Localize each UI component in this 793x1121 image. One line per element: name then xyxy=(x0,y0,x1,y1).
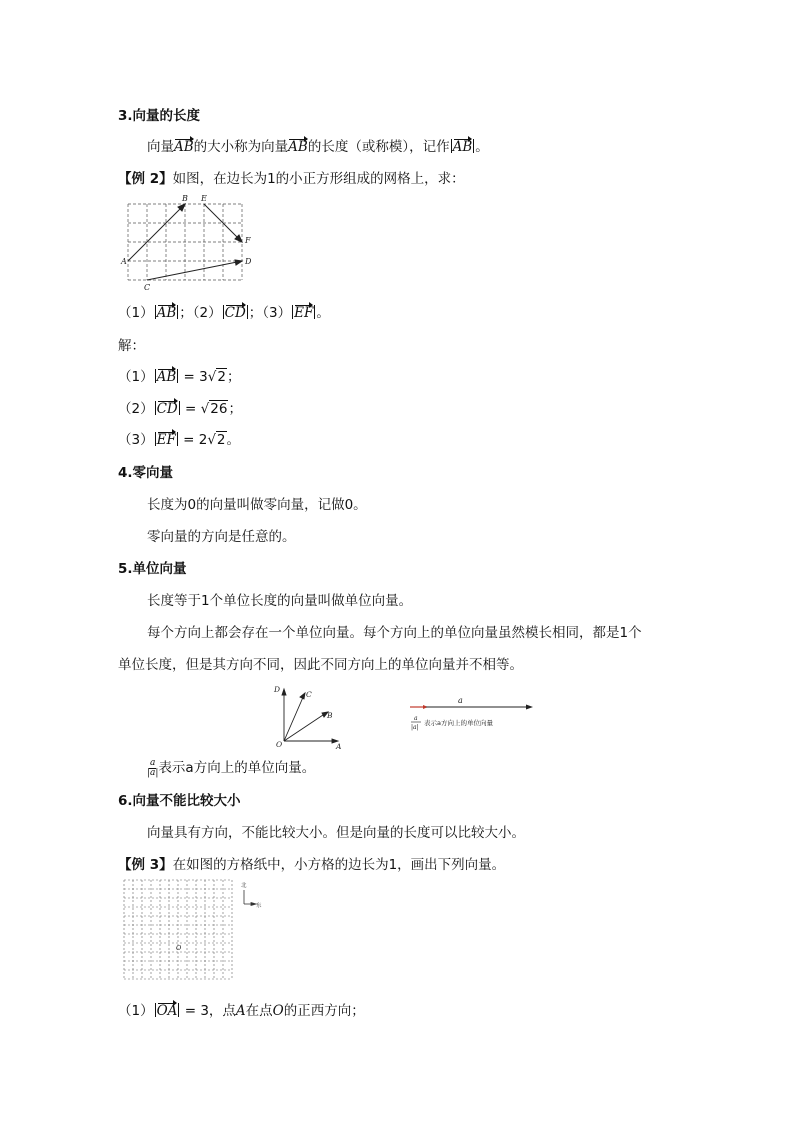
east-label: 东 xyxy=(256,903,262,909)
section-6-p1: 向量具有方向，不能比较大小。但是向量的长度可以比较大小。 xyxy=(147,825,525,841)
a3-eq: = 2 xyxy=(178,432,208,448)
a3-vector: EF xyxy=(156,432,176,448)
vector-ab: AB xyxy=(156,305,177,321)
section-4-p1: 长度为0的向量叫做零向量，记做0。 xyxy=(147,497,367,513)
answer-2: （2） CD = √26； xyxy=(118,401,242,417)
section-3-heading: 3.向量的长度 xyxy=(118,108,201,124)
q-end: 。 xyxy=(316,305,330,321)
ex3-q1-mid2: 在点 xyxy=(245,1003,273,1019)
a2-end: ； xyxy=(228,401,242,417)
a3-pre: （3） xyxy=(118,432,154,448)
a3-radicand: 2 xyxy=(216,432,226,448)
label-b: B xyxy=(182,194,188,203)
fig-label-o: O xyxy=(276,740,283,749)
label-d: D xyxy=(245,257,252,266)
unit-vector-note xyxy=(147,758,315,778)
vector-cd: CD xyxy=(224,305,246,321)
def-text-3: 的长度（或称模），记作 xyxy=(307,139,450,155)
section-5-heading: 5.单位向量 xyxy=(118,561,187,577)
fig-label-a: A xyxy=(336,742,342,751)
example-2-questions xyxy=(118,304,330,322)
ex3-q1-pre: （1） xyxy=(118,1003,154,1019)
example-3-tag: 【例 3】 xyxy=(118,857,173,873)
vector-ab-1: AB xyxy=(174,139,194,155)
a1-vector: AB xyxy=(156,369,177,385)
a3-end: 。 xyxy=(226,432,241,448)
fig-frac-num: a xyxy=(414,715,418,722)
vector-ab-line xyxy=(128,204,185,261)
section-5-p3: 单位长度，但是其方向不同，因此不同方向上的单位向量并不相等。 xyxy=(118,657,523,673)
example-3-grid-figure xyxy=(120,876,270,988)
section-5-p1: 长度等于1个单位长度的向量叫做单位向量。 xyxy=(147,593,413,609)
q2-label: ；（2） xyxy=(179,305,222,321)
answer-1: （1） AB = 3√2； xyxy=(118,369,241,385)
section-4-heading: 4.零向量 xyxy=(118,465,174,481)
section-4-p2: 零向量的方向是任意的。 xyxy=(147,529,296,545)
vector-ab-2: AB xyxy=(288,139,308,155)
origin-label: O xyxy=(176,944,182,952)
def-text-4: 。 xyxy=(475,139,489,155)
vector-cd-line xyxy=(147,261,242,280)
point-a: A xyxy=(235,1003,246,1019)
a2-pre: （2） xyxy=(118,401,154,417)
q1-label: （1） xyxy=(118,305,154,321)
section-5-p2: 每个方向上都会存在一个单位向量。每个方向上的单位向量虽然模长相同，都是1个 xyxy=(147,625,642,641)
label-e: E xyxy=(201,194,207,203)
label-f: F xyxy=(245,236,251,245)
north-label: 北 xyxy=(241,883,247,889)
a1-end: ； xyxy=(226,369,241,385)
point-o: O xyxy=(272,1003,284,1019)
a2-radicand: 26 xyxy=(210,401,228,417)
section-6-heading: 6.向量不能比较大小 xyxy=(118,793,241,809)
fig-caption: 表示a方向上的单位向量 xyxy=(424,719,493,727)
fig-label-c: C xyxy=(306,690,312,699)
section-3-definition xyxy=(147,138,489,156)
answer-3: （3） EF = 2√2。 xyxy=(118,432,241,448)
label-a: A xyxy=(121,257,127,266)
ex3-q1-mid: = 3，点 xyxy=(180,1003,236,1019)
fig-frac-den: |a| xyxy=(411,724,419,731)
vector-ab-3: AB xyxy=(452,139,473,155)
unit-vector-a-figure xyxy=(408,693,538,733)
q3-label: ；（3） xyxy=(248,305,292,321)
a2-vector: CD xyxy=(156,401,178,417)
frac-den: |a| xyxy=(147,767,159,778)
example-3-text: 在如图的方格纸中，小方格的边长为1，画出下列向量。 xyxy=(172,857,506,873)
ex3-q1-end: 的正西方向； xyxy=(283,1003,365,1019)
fig-label-b: B xyxy=(327,711,333,720)
label-c: C xyxy=(144,283,151,292)
unit-vector-note-text: 表示a方向上的单位向量。 xyxy=(158,760,316,776)
vector-oa: OA xyxy=(156,1003,178,1019)
example-3-prompt xyxy=(118,856,505,874)
unit-vectors-figure xyxy=(270,683,350,751)
a1-eq: = 3 xyxy=(179,369,208,385)
a1-radicand: 2 xyxy=(217,369,226,385)
def-text-1: 向量 xyxy=(147,139,174,155)
example-2-grid-figure xyxy=(120,192,260,292)
example-2-prompt xyxy=(118,170,465,188)
solution-label: 解： xyxy=(118,338,145,354)
unit-vector-fraction xyxy=(147,759,158,778)
fig-label-d: D xyxy=(274,685,281,694)
vector-ef: EF xyxy=(294,305,314,321)
def-text-2: 的大小称为向量 xyxy=(193,139,289,155)
fig-vector-a-label: a xyxy=(458,696,463,705)
example-2-text: 如图，在边长为1的小正方形组成的网格上，求： xyxy=(172,171,465,187)
frac-num: a xyxy=(150,757,156,768)
example-2-tag: 【例 2】 xyxy=(118,171,173,187)
a2-eq: = xyxy=(180,401,201,417)
a1-pre: （1） xyxy=(118,369,154,385)
example-3-question-1 xyxy=(118,1002,365,1020)
